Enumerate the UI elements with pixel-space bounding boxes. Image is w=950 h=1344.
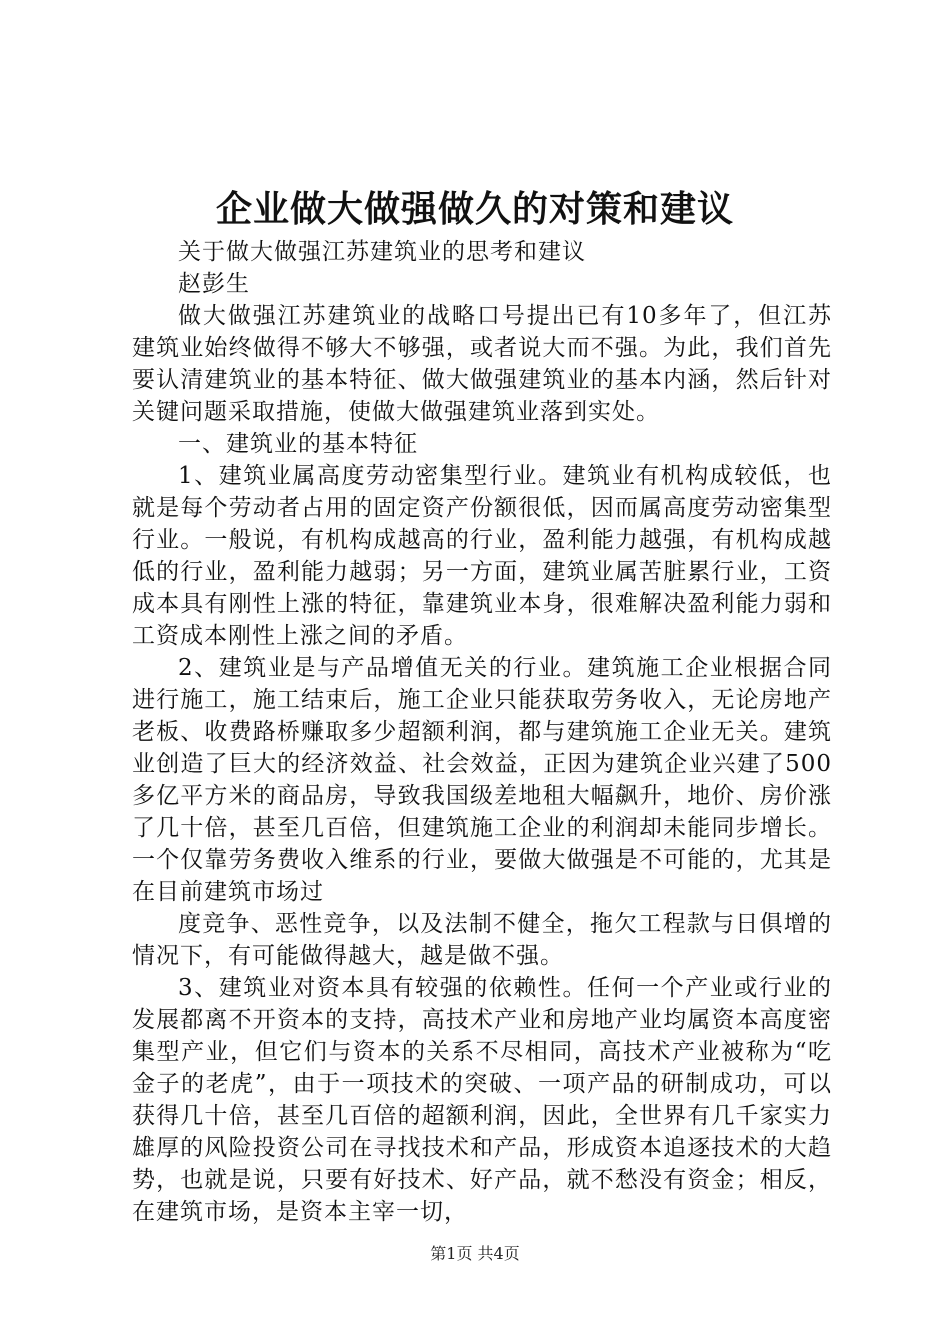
subtitle-paragraph: 关于做大做强江苏建筑业的思考和建议	[178, 239, 586, 265]
body-paragraph: 3、建筑业对资本具有较强的依赖性。任何一个产业或行业的发展都离不开资本的支持，高技术产业和房地产业均属资本高度密集型产业，但它们与资本的关系不尽相同，高技术产业被称为“吃金子的老虎”，由于一项技术的突破、一项产品的研制成功，可以获得几十倍，甚至几百倍的超额利润，因此，全世界有几千家实力雄厚的风险投资公司在寻找技术和产品，形成资本追逐技术的大趋势，也就是说，只要有好技术、好产品，就不愁没有资金；相反，在建筑市场，是资本主宰一切，	[132, 975, 832, 1225]
author-paragraph: 赵彭生	[178, 271, 250, 297]
section-heading: 一、建筑业的基本特征	[178, 431, 418, 457]
body-paragraph: 度竞争、恶性竞争，以及法制不健全，拖欠工程款与日俱增的情况下，有可能做得越大，越是做不强。	[132, 911, 832, 969]
body-paragraph: 1、建筑业属高度劳动密集型行业。建筑业有机构成较低，也就是每个劳动者占用的固定资产份额很低，因而属高度劳动密集型行业。一般说，有机构成越高的行业，盈利能力越强，有机构成越低的行业，盈利能力越弱；另一方面，建筑业属苦脏累行业，工资成本具有刚性上涨的特征，靠建筑业本身，很难解决盈利能力弱和工资成本刚性上涨之间的矛盾。	[132, 463, 832, 649]
document-title: 企业做大做强做久的对策和建议	[215, 188, 734, 230]
page-footer: 第1页 共4页	[430, 1244, 520, 1263]
intro-paragraph: 做大做强江苏建筑业的战略口号提出已有10多年了，但江苏建筑业始终做得不够大不够强，或者说大而不强。为此，我们首先要认清建筑业的基本特征、做大做强建筑业的基本内涵，然后针对关键问题采取措施，使做大做强建筑业落到实处。	[132, 303, 832, 425]
document-body	[132, 236, 832, 1228]
body-paragraph: 2、建筑业是与产品增值无关的行业。建筑施工企业根据合同进行施工，施工结束后，施工企业只能获取劳务收入，无论房地产老板、收费路桥赚取多少超额利润，都与建筑施工企业无关。建筑业创造了巨大的经济效益、社会效益，正因为建筑企业兴建了500多亿平方米的商品房，导致我国级差地租大幅飙升，地价、房价涨了几十倍，甚至几百倍，但建筑施工企业的利润却未能同步增长。一个仅靠劳务费收入维系的行业，要做大做强是不可能的，尤其是在目前建筑市场过	[132, 655, 832, 905]
